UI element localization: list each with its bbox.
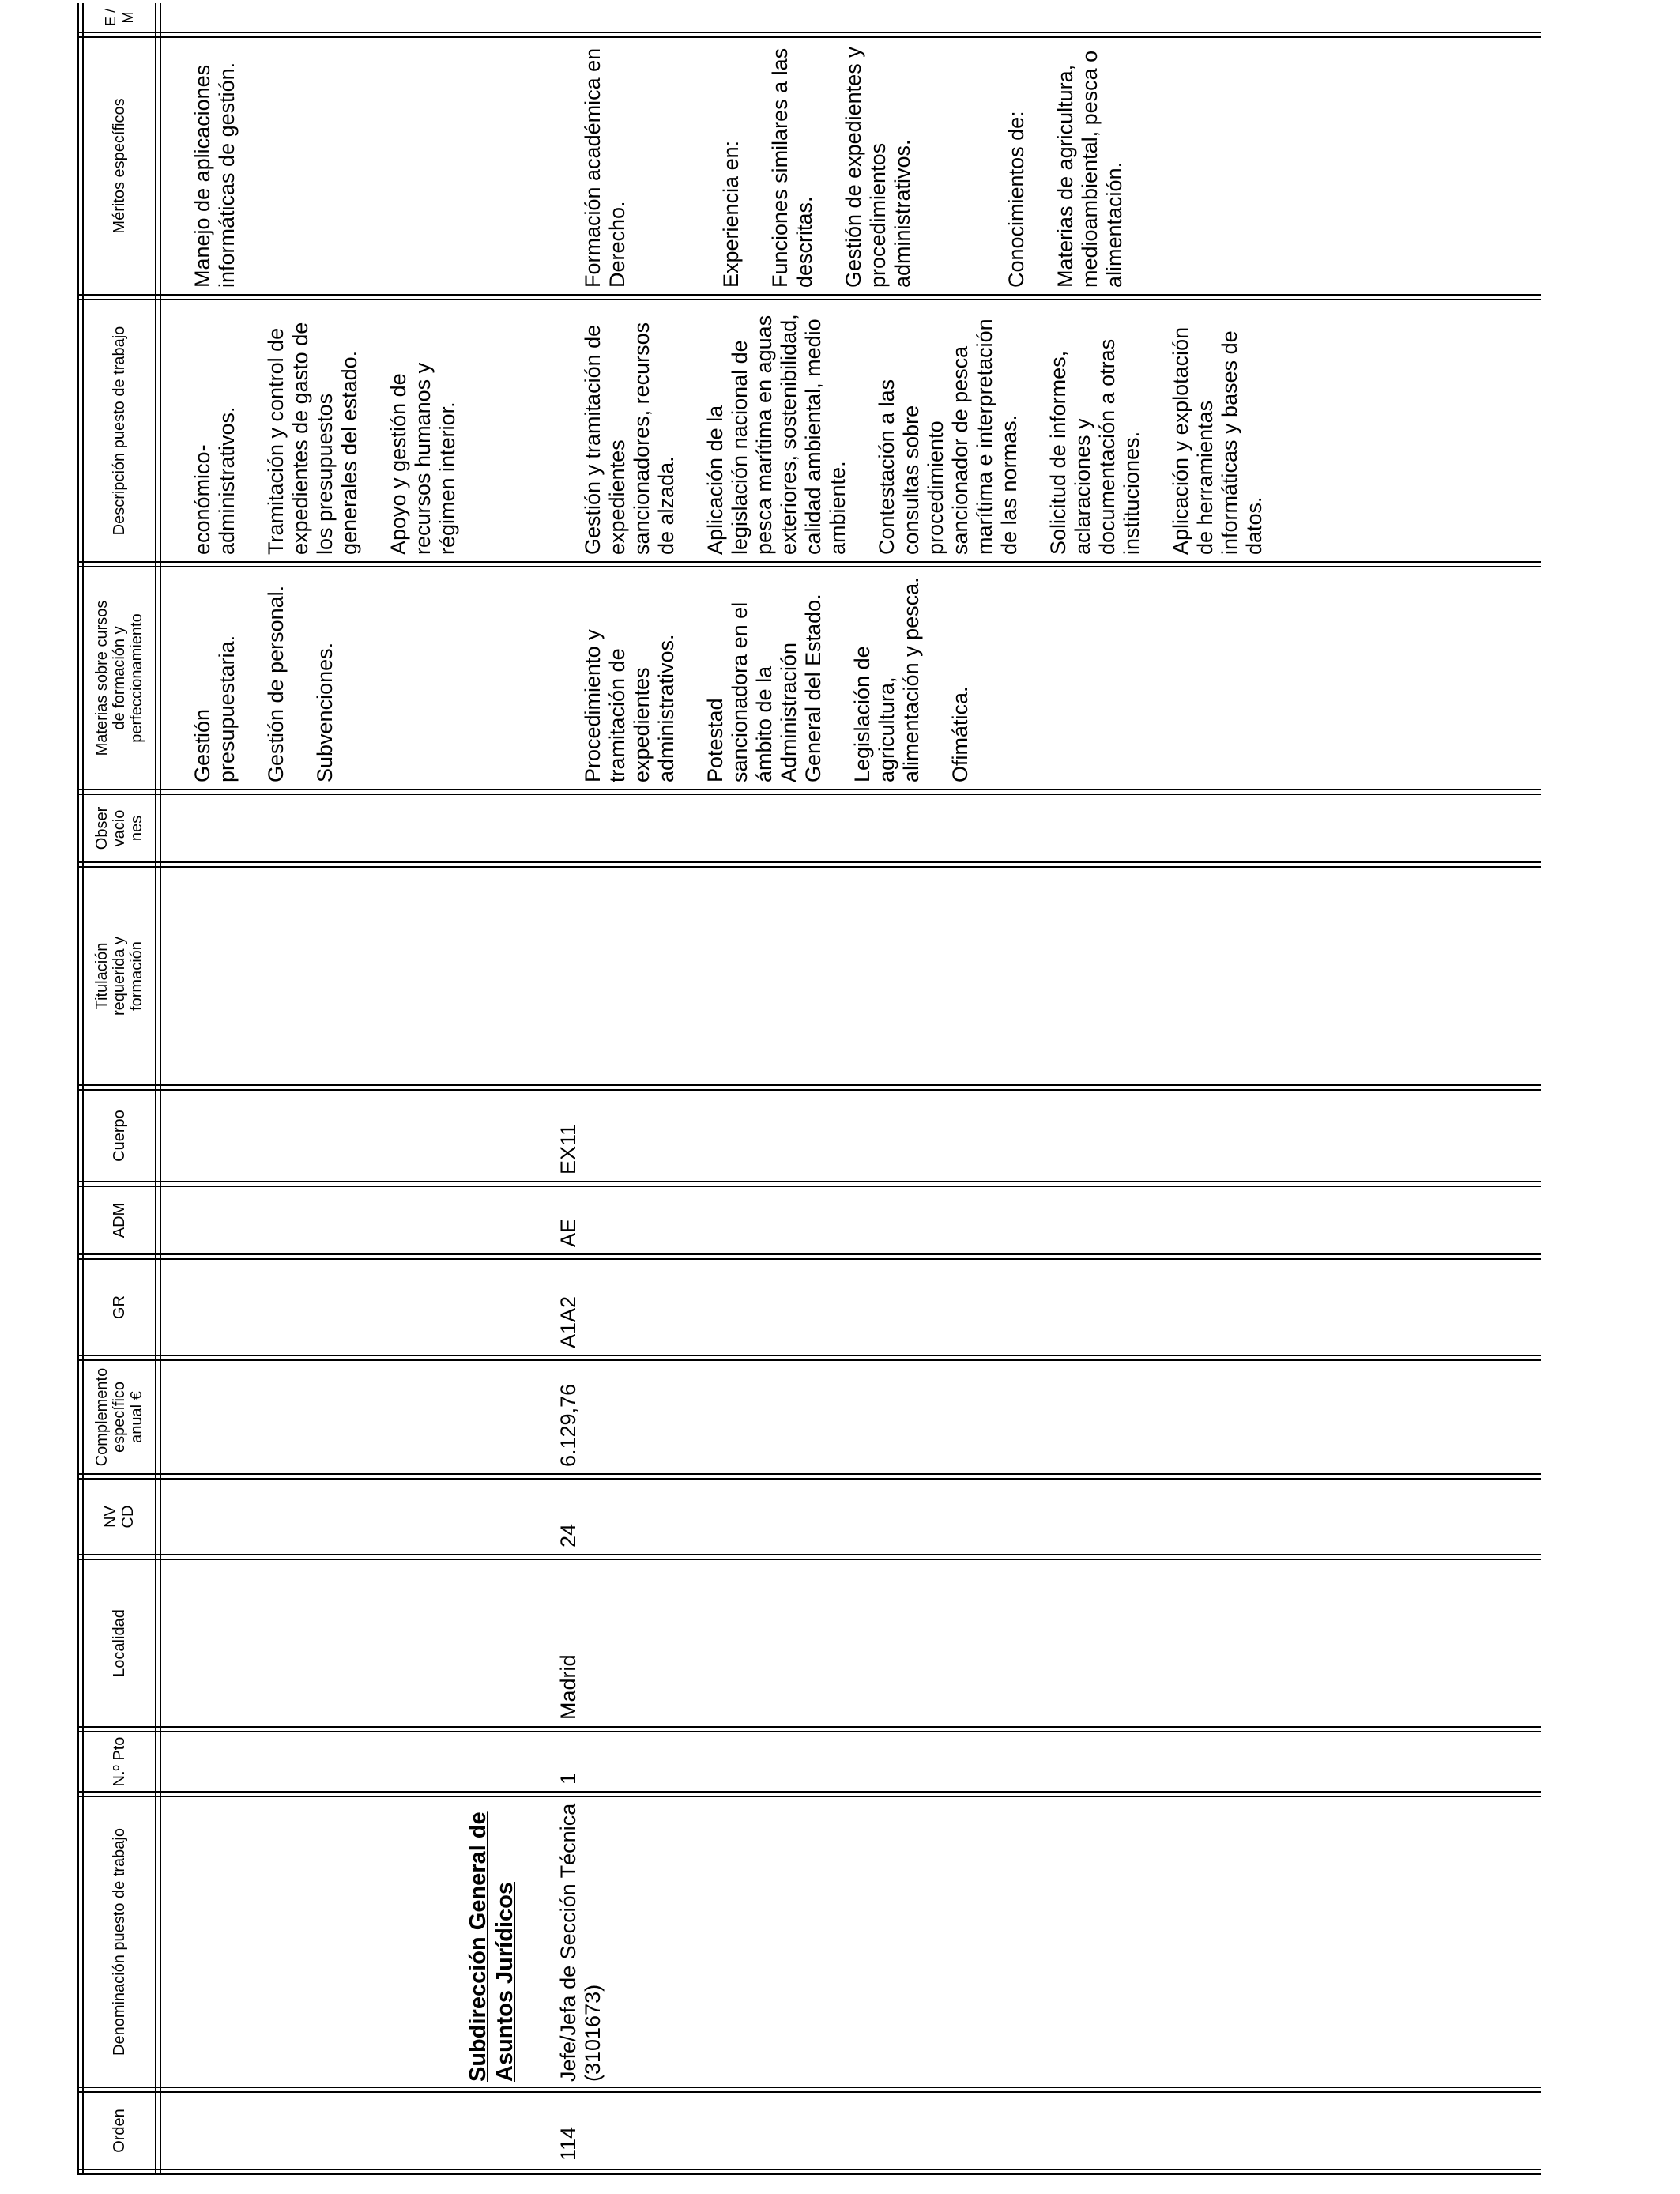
rule [77,1253,1541,1255]
rule [77,1796,1541,1797]
meritos-experiencia-label: Experiencia en: [719,140,743,288]
row-nv-cd: 24 [556,1523,580,1547]
list-item: Aplicación y explotación de herramientas informáticas y bases de datos. [1169,326,1266,555]
row-localidad: Madrid [556,1654,580,1720]
row-descripcion [556,302,1505,555]
row-meritos [556,40,1505,288]
header-descripcion: Descripción puesto de trabajo [111,326,128,536]
row-orden: 114 [556,2126,580,2161]
header-gr: GR [111,1295,128,1319]
rule [77,1554,1541,1555]
continuation-meritos [166,43,403,288]
header-em: E / M [103,9,136,27]
row-gr: A1A2 [556,1295,580,1348]
list-item: Procedimiento y tramitación de expedientes administrativos. [581,629,678,782]
rule [77,1559,1541,1560]
rule [77,2091,1541,2093]
row-num-pto: 1 [556,1772,580,1785]
list-item: Materias de agricultura, medioambiental, pesca o alimentación. [1053,50,1126,288]
rule [77,794,1541,795]
rule [77,1359,1541,1361]
positions-table [77,3,1541,2175]
rule [77,1258,1541,1260]
rule [77,1186,1541,1187]
header-observaciones: Obser vacio nes [93,806,145,850]
section-title: Subdirección General de Asuntos Jurídicos [465,1811,518,2082]
rule [77,1478,1541,1480]
meritos-formacion: Formación académica en Derecho. [581,47,629,288]
rule [77,1731,1541,1732]
rule [77,566,1541,567]
list-item: Contestación a las consultas sobre procedimiento sancionador de pesca marítima e interpretación de las normas. [875,319,1021,555]
continuation-descripcion [166,302,561,555]
rule [77,1791,1541,1793]
header-denominacion: Denominación puesto de trabajo [111,1828,128,2056]
header-num-pto: N.º Pto [111,1736,128,1787]
list-item: Tramitación y control de expedientes de gasto de los presupuestos generales del estado. [264,322,361,555]
rule [77,299,1541,300]
header-adm: ADM [111,1202,128,1238]
rule [77,866,1541,868]
rule [77,1089,1541,1091]
list-item: Funciones similares a las descritas. [768,47,816,288]
rule [77,789,1541,790]
row-adm: AE [556,1218,580,1247]
list-item: Manejo de aplicaciones informáticas de gestión. [190,62,239,288]
list-item: económico-administrativos. [190,406,239,555]
header-localidad: Localidad [111,1609,128,1677]
rule [77,294,1541,296]
row-materias [556,569,1109,782]
rule [77,2169,1541,2170]
header-cuerpo: Cuerpo [111,1110,128,1162]
rule [77,861,1541,863]
list-item: Legislación de agricultura, alimentación y pesca. [850,577,923,782]
header-nv-cd: NV CD [102,1505,137,1529]
header-titulacion: Titulación requerida y formación [93,936,145,1016]
list-item: Gestión de personal. [264,585,288,782]
meritos-conocimientos-label: Conocimientos de: [1004,111,1028,288]
list-item: Aplicación de la legislación nacional de pesca marítima en aguas exteriores, sostenibilidad, calidad ambiental, medio ambiente. [703,314,849,555]
row-complemento: 6.129,76 [556,1383,580,1467]
rule [77,1181,1541,1182]
header-complemento: Complemento específico anual € [93,1367,145,1467]
list-item: Subvenciones. [313,642,337,782]
header-orden: Orden [111,2109,128,2153]
header-meritos: Méritos específicos [111,98,128,234]
list-item: Solicitud de informes, aclaraciones y documentación a otras instituciones. [1046,338,1143,555]
rule [77,1084,1541,1086]
list-item: Ofimática. [948,686,972,782]
rule [77,1473,1541,1475]
list-item: Gestión de expedientes y procedimientos administrativos. [842,47,914,288]
list-item: Apoyo y gestión de recursos humanos y régimen interior. [386,362,459,555]
row-denominacion: Jefe/Jefa de Sección Técnica (3101673) [556,1803,605,2082]
rule [77,32,1541,33]
header-materias: Materias sobre cursos de formación y perfeccionamiento [93,600,145,756]
list-item: Gestión y tramitación de expedientes sancionadores, recursos de alzada. [581,322,678,555]
row-cuerpo: EX11 [556,1123,580,1174]
rule [77,1726,1541,1728]
rule [77,1355,1541,1356]
list-item: Potestad sancionadora en el ámbito de la Administración General del Estado. [703,594,825,782]
rule [77,2173,1541,2175]
rule [77,561,1541,563]
rule [77,36,1541,38]
list-item: Gestión presupuestaria. [190,635,239,782]
rule [77,2087,1541,2088]
continuation-materias [166,569,561,782]
